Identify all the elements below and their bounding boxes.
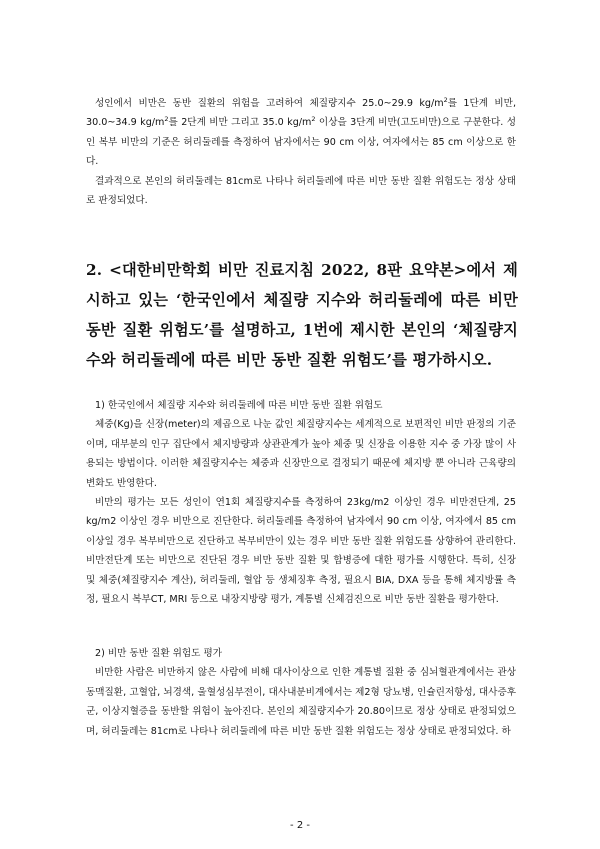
intro-section [86, 94, 516, 210]
superscript-2: 2 [443, 96, 448, 104]
page-number: - 2 - [290, 820, 310, 831]
section-1-paragraph-2: 비만의 평가는 모든 성인이 연1회 체질량지수를 측정하여 23kg/m2 이상인 경우 비만전단계, 25 kg/m2 이상인 경우 비만으로 진단한다. 허리둘레를 측정하여 남자에서 90 cm 이상, 여자에서 85 cm 이상일 경우 복부비만으로 진단하고 복부비만이 있는 경우 비만 동반 질환 위험도를 상향하여 관리한다. 비만전단계 또는 비만으로 진단된 경우 비만 동반 질환 및 합병증에 대한 평가를 시행한다. 특히, 신장 및 체중(체질량지수 계산), 허리둘레, 혈압 등 생체징후 측정, 필요시 BIA, DXA 등을 통해 체지방률 측정, 필요시 복부CT, MRI 등으로 내장지방량 평가, 계통별 신체검진으로 비만 동반 질환을 평가한다. [86, 497, 516, 606]
intro-text-4: 이상을 3단계 비만(고도비만)으로 구분한다. 성인 복부 비만의 기준은 허리둘레를 측정하여 남자에서는 90 cm 이상, 여자에서는 85 cm 이상으로 한다. [86, 117, 517, 168]
intro-paragraph-bmi-stages [86, 94, 516, 172]
superscript-2: 2 [311, 115, 316, 124]
section-2-paragraph-1: 비만한 사람은 비만하지 않은 사람에 비해 대사이상으로 인한 계통별 질환 중 심뇌혈관계에서는 관상동맥질환, 고혈압, 뇌경색, 울혈성심부전이, 대사내분비계에서는 제2형 당뇨병, 인슐린저항성, 대사증후군, 이상지혈증을 동반할 위험이 높아진다. 본인의 체질량지수가 20.80이므로 정상 상태로 판정되었으며, 허리둘레는 81cm로 나타나 허리둘레에 따른 비만 동반 질환 위험도는 정상 상태로 판정되었다. 하 [86, 667, 516, 737]
intro-text-2: 를 1단계 비만, 30.0~34.9 kg/m [86, 98, 516, 129]
section-1-title: 1) 한국인에서 체질량 지수와 허리둘레에 따른 비만 동반 질환 위험도 [95, 400, 383, 411]
section-1 [86, 396, 516, 609]
section-2-title: 2) 비만 동반 질환 위험도 평가 [95, 648, 223, 659]
intro-text-1: 성인에서 비만은 동반 질환의 위험을 고려하여 체질량지수 25.0~29.9 kg/m [95, 98, 444, 109]
superscript-2: 2 [164, 115, 169, 124]
intro-text-3: 를 2단계 비만 그리고 35.0 kg/m [168, 117, 312, 129]
intro-paragraph-result: 결과적으로 본인의 허리둘레는 81cm로 나타나 허리둘레에 따른 비만 동반 질환 위험도는 정상 상태로 판정되었다. [86, 175, 516, 207]
question-heading: 2. <대한비만학회 비만 진료지침 2022, 8판 요약본>에서 제시하고 있는 ‘한국인에서 체질량 지수와 허리둘레에 따른 비만 동반 질환 위험도’를 설명하고, 1번에 제시한 본인의 ‘체질량지수와 허리둘레에 따른 비만 동반 질환 위험도’를 평가하시오. [86, 261, 518, 369]
section-2 [86, 644, 516, 741]
section-1-paragraph-1: 체중(Kg)을 신장(meter)의 제곱으로 나눈 값인 체질량지수는 세계적으로 보편적인 비만 판정의 기준이며, 대부분의 인구 집단에서 체지방량과 상관관계가 높아 체중 및 신장을 이용한 지수 중 가장 많이 사용되는 방법이다. 이러한 체질량지수는 체중과 신장만으로 결정되기 때문에 체지방 뿐 아니라 근육량의 변화도 반영한다. [86, 419, 516, 489]
